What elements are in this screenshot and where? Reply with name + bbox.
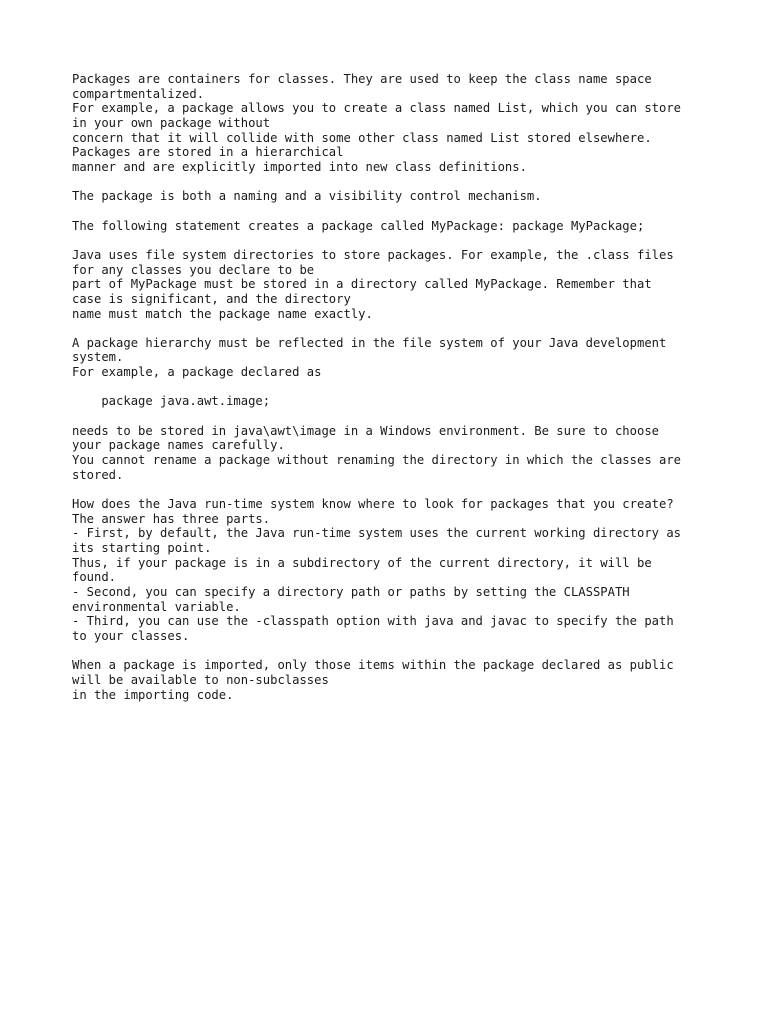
text-line: Packages are stored in a hierarchical [72,145,344,160]
blank-line [72,233,712,248]
text-line: in your own package without [72,115,271,130]
text-line: environmental variable. [72,599,241,614]
text-line: When a package is imported, only those items within the package declared as public [72,658,674,673]
text-line: - First, by default, the Java run-time system uses the current working directory as [72,526,682,541]
code-line: package java.awt.image; [72,394,271,409]
text-line: For example, a package declared as [72,365,322,380]
text-line: - Second, you can specify a directory path or paths by setting the CLASSPATH [72,584,630,599]
text-line: part of MyPackage must be stored in a directory called MyPackage. Remember that [72,277,652,292]
text-line: case is significant, and the directory [72,291,351,306]
text-line: needs to be stored in java\awt\image in a Windows environment. Be sure to choose [72,423,659,438]
text-line: concern that it will collide with some other class named List stored elsewhere. [72,130,652,145]
text-line: in the importing code. [72,687,234,702]
text-line: your package names carefully. [72,438,285,453]
blank-line [72,321,712,336]
blank-line [72,380,712,395]
text-line: A package hierarchy must be reflected in the file system of your Java development [72,335,667,350]
blank-line [72,175,712,190]
text-line: - Third, you can use the -classpath option with java and javac to specify the path [72,614,674,629]
text-line: for any classes you declare to be [72,262,315,277]
text-line: You cannot rename a package without renaming the directory in which the classes are [72,453,682,468]
text-line: name must match the package name exactly. [72,306,373,321]
text-line: found. [72,570,117,585]
blank-line [72,644,712,659]
blank-line [72,409,712,424]
text-line: will be available to non-subclasses [72,672,329,687]
text-line: For example, a package allows you to create a class named List, which you can store [72,101,682,116]
text-line: to your classes. [72,628,190,643]
blank-line [72,482,712,497]
text-line: The package is both a naming and a visibility control mechanism. [72,189,542,204]
blank-line [72,204,712,219]
text-line: The answer has three parts. [72,511,271,526]
text-line: manner and are explicitly imported into new class definitions. [72,159,527,174]
text-line: its starting point. [72,541,212,555]
document-page [72,72,712,702]
text-line: The following statement creates a package called MyPackage: package MyPackage; [72,218,645,233]
text-line: How does the Java run-time system know where to look for packages that you create? [72,497,674,512]
text-line: Thus, if your package is in a subdirectory of the current directory, it will be [72,555,652,570]
text-line: stored. [72,467,124,482]
text-line: Java uses file system directories to store packages. For example, the .class files [72,247,674,262]
text-line: system. [72,350,124,365]
text-line: compartmentalized. [72,86,205,101]
text-line: Packages are containers for classes. They are used to keep the class name space [72,72,652,86]
